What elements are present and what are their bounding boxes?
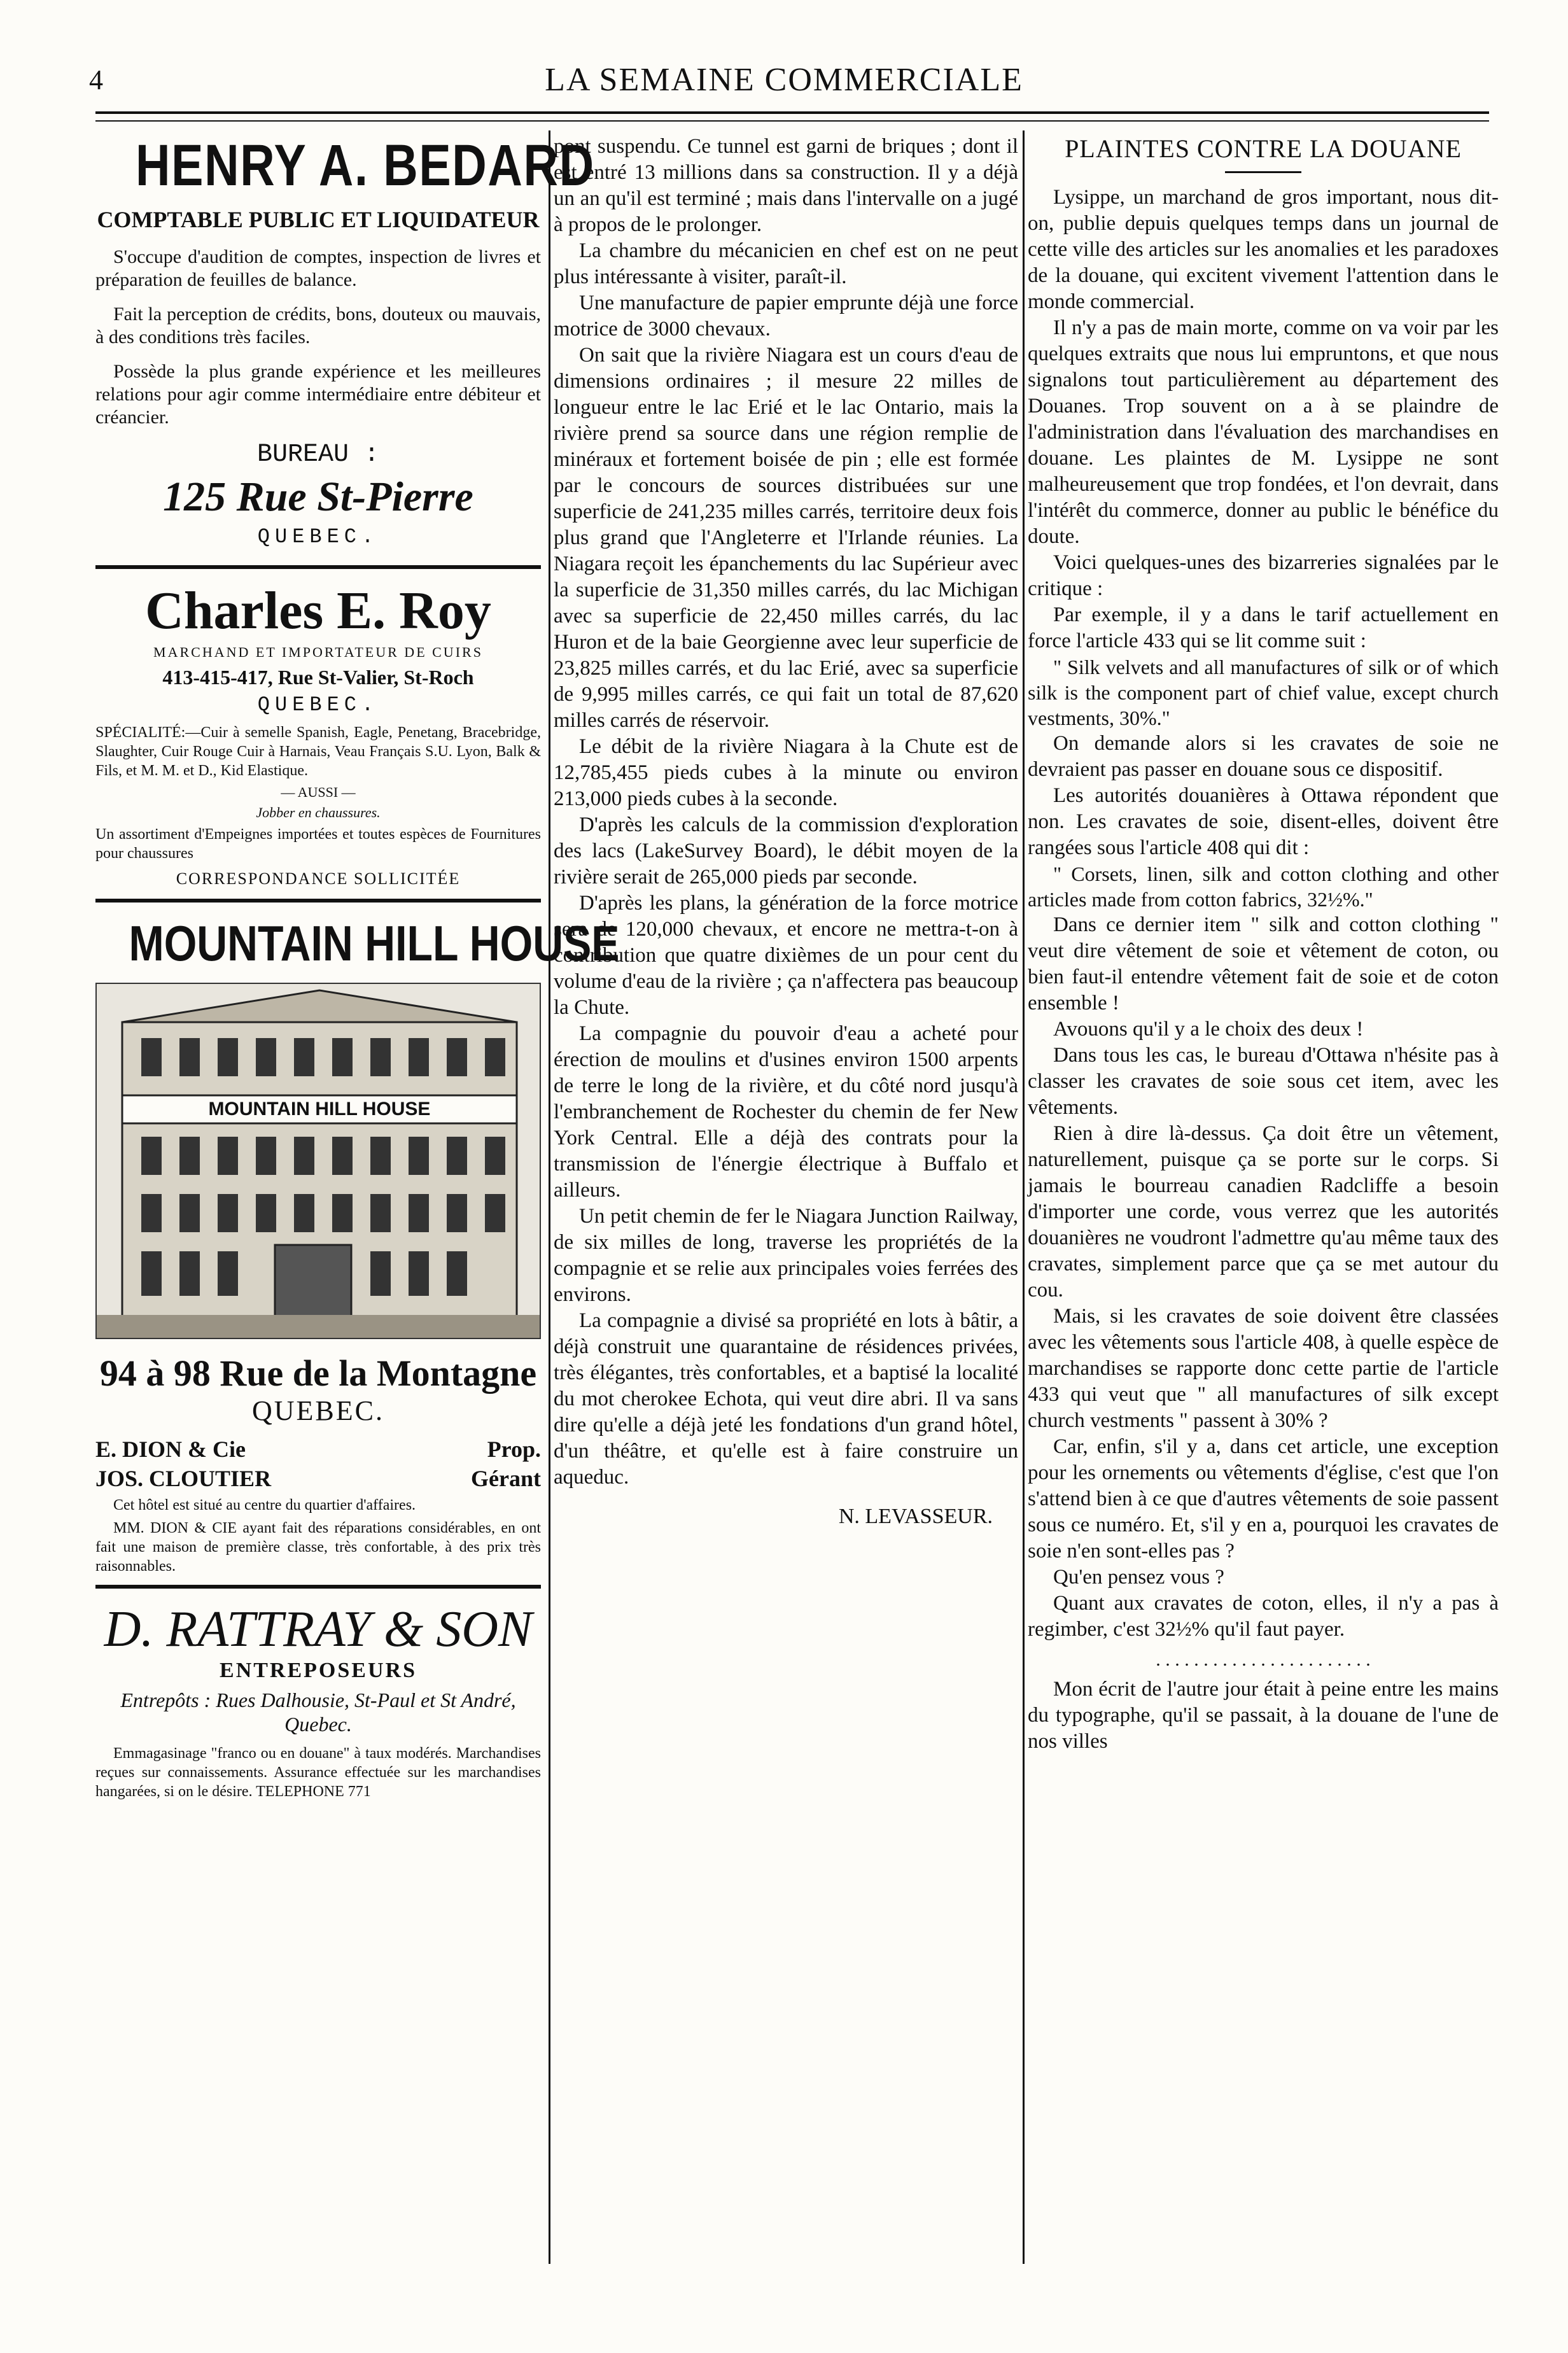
column-divider-1 [549,130,550,2264]
article-paragraph: Qu'en pensez vous ? [1053,1566,1224,1589]
tariff-quote-408: " Corsets, linen, silk and cotton clothing and other articles made from cotton fabrics, 32½%." [1028,862,1499,911]
page-number: 4 [89,64,103,95]
advertisements-column [95,133,620,1805]
article-paragraph: Une manufacture de papier emprunte déjà une force motrice de 3000 chevaux. [554,291,1018,341]
bedard-address: 125 Rue St-Pierre [163,474,473,520]
rattray-subtitle: ENTREPOSEURS [220,1659,417,1682]
bedard-text-3: Possède la plus grande expérience et les meilleures relations pour agir comme intermédiaire entre débiteur et créancier. [95,361,541,428]
roy-city: QUEBEC. [257,693,379,717]
bedard-ad [95,133,595,549]
column-divider-2 [1023,130,1025,2264]
article-paragraph: Voici quelques-unes des bizarreries signalées par le critique : [1028,551,1499,600]
rattray-address: Entrepôts : Rues Dalhousie, St-Paul et St André, Quebec. [120,1689,516,1736]
article-paragraph: Mon écrit de l'autre jour était à peine entre les mains du typographe, qu'il se passait, à la douane de l'une de nos villes [1028,1678,1499,1753]
tariff-quote-433: " Silk velvets and all manufactures of silk or of which silk is the component part of chief value, except church vestments, 30%." [1028,656,1499,729]
article-paragraph: Dans ce dernier item " silk and cotton clothing " veut dire vêtement de soie et vêtement de coton, ou bien faut-il entendre vêtement fait de soie et de coton ensemble ! [1028,913,1499,1015]
heading-rule [1225,171,1301,173]
douane-heading: PLAINTES CONTRE LA DOUANE [1065,134,1462,163]
bedard-bureau-label: BUREAU : [256,440,380,469]
article-paragraph: Les autorités douanières à Ottawa répondent que non. Les cravates de soie, disent-elles, doivent être rangées sous l'article 408 qui dit : [1028,784,1499,859]
douane-article-body [1028,185,1499,1755]
article-paragraph: Lysippe, un marchand de gros important, nous dit-on, publie depuis quelques temps dans un journal de cette ville des articles sur les anomalies et les paradoxes de la douane, qui excitent vivement l'attention dans le monde commercial. [1028,186,1499,313]
roy-subtitle: MARCHAND ET IMPORTATEUR DE CUIRS [153,644,483,660]
manager-row [95,1465,541,1492]
rattray-text: Emmagasinage "franco ou en douane" à taux modérés. Marchandises reçues sur connaissements. Assurance effectuée sur les marchandises hangarées, si on le désire. TELEPHONE 771 [95,1745,541,1800]
ad-separator [95,1585,541,1589]
hotel-sign-text: MOUNTAIN HILL HOUSE [208,1099,431,1120]
article-paragraph: Quant aux cravates de coton, elles, il n'y a pas à regimber, c'est 32½% qu'il faut payer. [1028,1592,1499,1641]
article-paragraph: La chambre du mécanicien en chef est on ne peut plus intéressante à visiter, paraît-il. [554,239,1018,288]
manager-role: Gérant [471,1466,541,1491]
bedard-text-1: S'occupe d'audition de comptes, inspection de livres et préparation de feuilles de balance. [95,246,541,290]
mountain-hill-ad [95,914,620,1576]
rattray-ad [95,1600,541,1801]
article-paragraph: Rien à dire là-dessus. Ça doit être un vêtement, naturellement, puisque ça se porte sur le corps. Si jamais le bourreau canadien Radcliffe a besoin d'importer une corde, vous verrez que les autorités douanières ne voudront l'admettre qu'au même taux des cravates, simplement parce que ça se met autour du cou. [1028,1122,1499,1302]
bedard-subtitle: COMPTABLE PUBLIC ET LIQUIDATEUR [97,207,540,232]
mountain-hill-name: MOUNTAIN HILL HOUSE [129,915,620,971]
article-paragraph: Car, enfin, s'il y a, dans cet article, une exception pour les ornements ou vêtements d'église, c'est que l'on s'attend bien à ce que d'autres vêtements de soie passent sous ce numéro. Et, s'il y en a, pourquoi les cravates de soie n'en sont-elles pas ? [1028,1435,1499,1563]
article-paragraph: On demande alors si les cravates de soie ne devraient pas passer en douane sous ce dispositif. [1028,732,1499,781]
article-paragraph: On sait que la rivière Niagara est un cours d'eau de dimensions ordinaires ; il mesure 22 milles de longueur entre le lac Erié et le lac Ontario, mais la rivière prend sa source dans une région remplie de minéraux et fortement boisée de pin ; elle est formée par le concours de sources distribuées sur une superficie de 241,235 milles carrés, territoire deux fois plus grand que l'Angleterre et l'Irlande réunies. La Niagara reçoit les épanchements du lac Supérieur avec la superficie de 31,350 milles carrés, du lac Michigan avec sa superficie de 22,450 milles carrés, du lac Huron et de la baie Georgienne avec leur superficie de 23,825 milles carrés, et du lac Erié, avec sa superficie de 9,995 milles carrés, ce qui fait un total de 87,620 milles carrés de réservoir. [554,344,1018,732]
article-paragraph: D'après les calculs de la commission d'exploration des lacs (LakeSurvey Board), le débit moyen de la rivière serait de 265,000 pieds par seconde. [554,813,1018,889]
article-paragraph: La compagnie du pouvoir d'eau a acheté pour érection de moulins et d'usines environ 1500 arpents de terre le long de la rivière, et du côté nord jusqu'à l'embranchement de Rochester du chemin de fer New York Central. Elle a déjà des contrats pour la transmission de l'énergie électrique à Buffalo et ailleurs. [554,1022,1018,1202]
ad-separator [95,565,541,569]
bedard-city: QUEBEC. [257,525,379,549]
article-paragraph: Par exemple, il y a dans le tarif actuellement en force l'article 433 qui se lit comme suit : [1028,603,1499,652]
section-dots: . . . . . . . . . . . . . . . . . . . . . . . [1156,1649,1371,1670]
header-rule [95,111,1489,122]
roy-ad [95,580,541,889]
roy-aussi: — AUSSI — [281,784,356,800]
roy-name: Charles E. Roy [145,581,491,640]
proprietor-row [95,1436,541,1463]
mountain-hill-text-1: Cet hôtel est situé au centre du quartier d'affaires. [113,1497,416,1514]
mountain-hill-address: 94 à 98 Rue de la Montagne [99,1352,537,1394]
article-paragraph: Dans tous les cas, le bureau d'Ottawa n'hésite pas à classer les cravates de soie sous cet item, avec les vêtements. [1028,1044,1499,1119]
mountain-hill-city: QUEBEC. [252,1395,384,1426]
manager-name: JOS. CLOUTIER [95,1466,272,1491]
niagara-article-column [554,134,1018,1529]
newspaper-title: LA SEMAINE COMMERCIALE [545,62,1023,98]
article-paragraph: pont suspendu. Ce tunnel est garni de briques ; dont il est entré 13 millions dans sa construction. Il y a déjà un an qu'il est terminé ; mais dans l'intervalle on a jugé à propos de le prolonger. [554,135,1018,236]
roy-correspondance: CORRESPONDANCE SOLLICITÉE [176,869,461,888]
bedard-text-2: Fait la perception de crédits, bons, douteux ou mauvais, à des conditions très faciles. [95,304,541,348]
roy-address: 413-415-417, Rue St-Valier, St-Roch [162,666,474,689]
hotel-engraving [95,983,541,1339]
rattray-name: D. RATTRAY & SON [104,1601,533,1657]
article-paragraph: Mais, si les cravates de soie doivent être classées avec les vêtements sous l'article 408, à quelle espèce de marchandises se rapporte donc cette partie de l'article 433 qui veut que " all manufactures of silk except church vestments " passent à 30% ? [1028,1305,1499,1432]
article-signature: N. LEVASSEUR. [838,1505,993,1528]
roy-assortiment: Un assortiment d'Empeignes importées et toutes espèces de Fournitures pour chaussures [95,826,541,862]
hotel-building-illustration [97,984,540,1338]
proprietor-name: E. DION & Cie [95,1436,246,1462]
mountain-hill-text-2: MM. DION & CIE ayant fait des réparations considérables, en ont fait une maison de première classe, très confortable, à des prix très raisonnables. [95,1520,541,1575]
proprietor-role: Prop. [487,1436,541,1462]
article-paragraph: Le débit de la rivière Niagara à la Chute est de 12,785,455 pieds cubes à la minute ou environ 213,000 pieds cubes à la seconde. [554,735,1018,810]
douane-article-column [1028,134,1499,1755]
article-paragraph: Il n'y a pas de main morte, comme on va voir par les quelques extraits que nous lui empruntons, et que nous signalons tout particulièrement au département des Douanes. Trop souvent on a à se plaindre de l'administration dans l'évaluation des marchandises en douane. Les plaintes de M. Lysippe ne sont malheureusement que trop fondées, et l'on devrait, dans l'intérêt du commerce, donner au public le bénéfice du doute. [1028,316,1499,548]
bedard-name: HENRY A. BEDARD [136,133,595,198]
roy-specialite: SPÉCIALITÉ:—Cuir à semelle Spanish, Eagle, Penetang, Bracebridge, Slaughter, Cuir Rouge Cuir à Harnais, Veau Français S.U. Lyon, Balk & Fils, et M. M. et D., Kid Elastique. [95,724,541,779]
article-paragraph: D'après les plans, la génération de la force motrice sera de 120,000 chevaux, et encore ne mettra-t-on à contribution que quatre dixièmes de un pour cent du volume d'eau de la rivière ; ça n'affectera pas beaucoup la Chute. [554,892,1018,1019]
article-paragraph: Un petit chemin de fer le Niagara Junction Railway, de six milles de long, traverse les propriétés de la compagnie et se relie aux principales voies ferrées des environs. [554,1205,1018,1306]
article-paragraph: Avouons qu'il y a le choix des deux ! [1053,1018,1364,1041]
roy-jobber: Jobber en chaussures. [256,804,381,820]
niagara-article-body [554,134,1018,1529]
ad-separator [95,899,541,903]
article-paragraph: La compagnie a divisé sa propriété en lots à bâtir, a déjà construit une quarantaine de résidences privées, très élégantes, très confortables, et a baptisé la localité du mot cherokee Echota, qui veut dire abri. Il va sans dire qu'elle a déjà jeté les fondations d'un grand hôtel, d'un théâtre, et qu'elle est à faire construire un aqueduc. [554,1309,1018,1489]
